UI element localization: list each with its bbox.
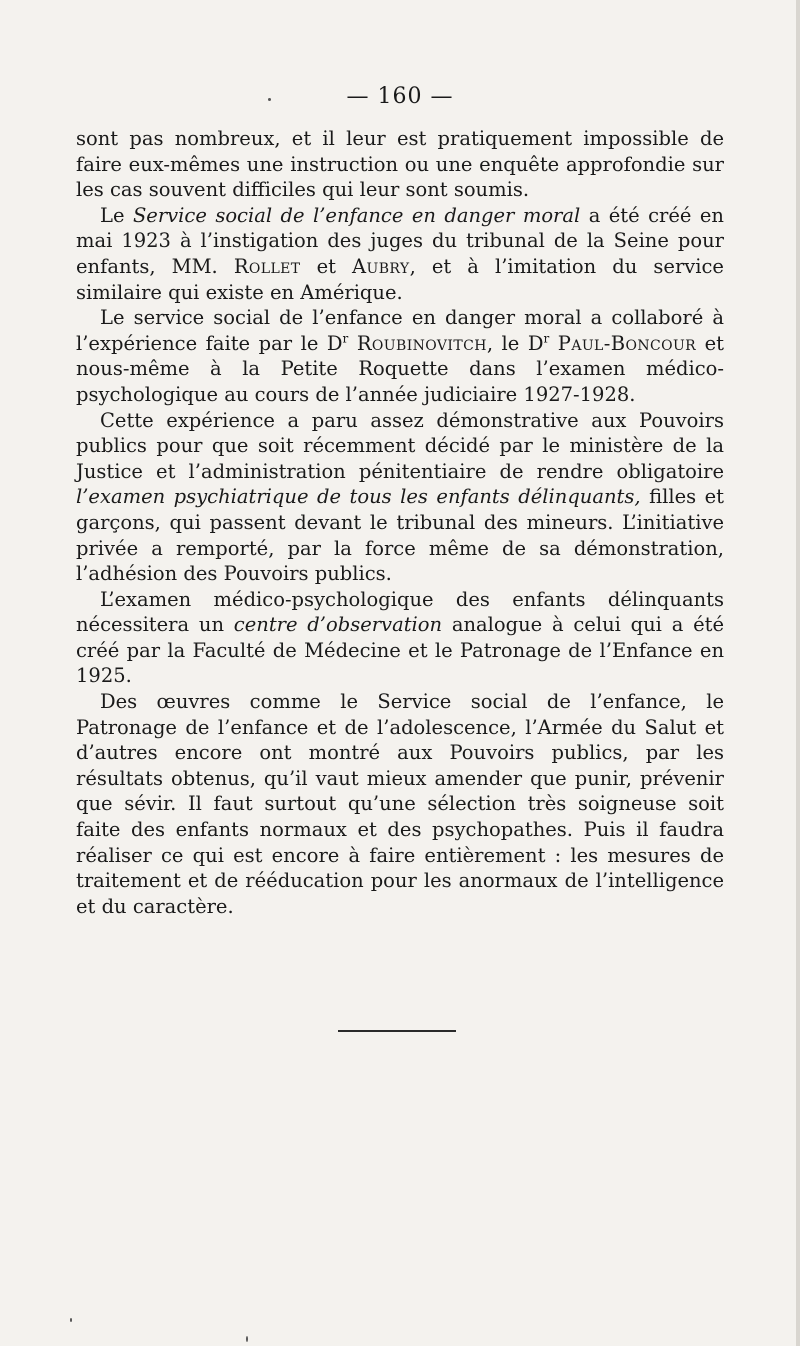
text-run: analogue à celui qui a été créé par la Faculté de Médecine et le Patronage de l’Enfance en 1925.: [76, 613, 725, 688]
text-run: L’examen médico-psychologique des enfants délinquants nécessitera un: [76, 587, 724, 637]
text-run: et: [300, 254, 353, 278]
print-speck: [70, 1318, 72, 1322]
text-run: [348, 332, 357, 355]
page-edge-shadow: [796, 0, 800, 1346]
text-run: , le D: [486, 331, 544, 355]
text-run: Le: [100, 203, 133, 227]
name-rollet: Rollet: [233, 254, 301, 278]
print-speck: [246, 1336, 248, 1342]
text-run: a été créé en mai 1923 à l’instigation des juges du tribunal de la Seine pour enfants, MM.: [76, 203, 724, 278]
end-rule: [338, 1030, 456, 1032]
text-run: filles et garçons, qui passent devant le tribunal des mineurs. L’initiative privée a remporté, par la force même de sa démonstration, l’adhésion des Pouvoirs publics.: [76, 485, 724, 586]
paragraph-3: [76, 305, 724, 407]
superscript: r: [342, 331, 349, 346]
paragraph-4: [76, 408, 724, 587]
text-run: , et à l’imitation du service similaire qui existe en Amérique.: [76, 254, 724, 304]
text-run: Le service social de l’enfance en danger moral a collaboré à l’expérience faite par le D: [76, 306, 724, 355]
italic-centre: centre d’observation: [233, 613, 443, 637]
text-run: [549, 332, 558, 355]
body-text: [76, 126, 724, 919]
paragraph-6: Des œuvres comme le Service social de l’enfance, le Patronage de l’enfance et de l’adolescence, l’Armée du Salut et d’autres encore ont montré aux Pouvoirs publics, par les résultats obtenus, qu’il vaut mieux amender que punir, prévenir que sévir. Il faut surtout qu’une sélection très soigneuse soit faite des enfants normaux et des psychopathes. Puis il faudra réaliser ce qui est encore à faire entièrement : les mesures de traitement et de rééducation pour les anormaux de l’intelligence et du caractère.: [76, 690, 724, 918]
paragraph-2: [76, 203, 724, 305]
superscript: r: [543, 331, 550, 346]
text-run: et nous-même à la Petite Roquette dans l’examen médico-psychologique au cours de l’année judiciaire 1927-1928.: [76, 331, 725, 406]
name-paul-boncour: Paul-Boncour: [557, 331, 697, 355]
paragraph-1: sont pas nombreux, et il leur est pratiquement impossible de faire eux-mêmes une instruction ou une enquête approfondie sur les cas souvent difficiles qui leur sont soumis.: [76, 127, 724, 202]
paragraph-5: [76, 587, 724, 689]
italic-examen: l’examen psychiatrique de tous les enfants délinquants,: [76, 485, 641, 509]
print-speck: [268, 98, 271, 101]
name-roubinovitch: Roubinovitch: [356, 331, 487, 355]
name-aubry: Aubry: [352, 254, 410, 278]
italic-service-name: Service social de l’enfance en danger moral: [132, 203, 581, 227]
text-run: Cette expérience a paru assez démonstrative aux Pouvoirs publics pour que soit récemment décidé par le ministère de la Justice et l’administration pénitentiaire de rendre obligatoire: [76, 408, 724, 483]
page-number: — 160 —: [346, 84, 454, 109]
